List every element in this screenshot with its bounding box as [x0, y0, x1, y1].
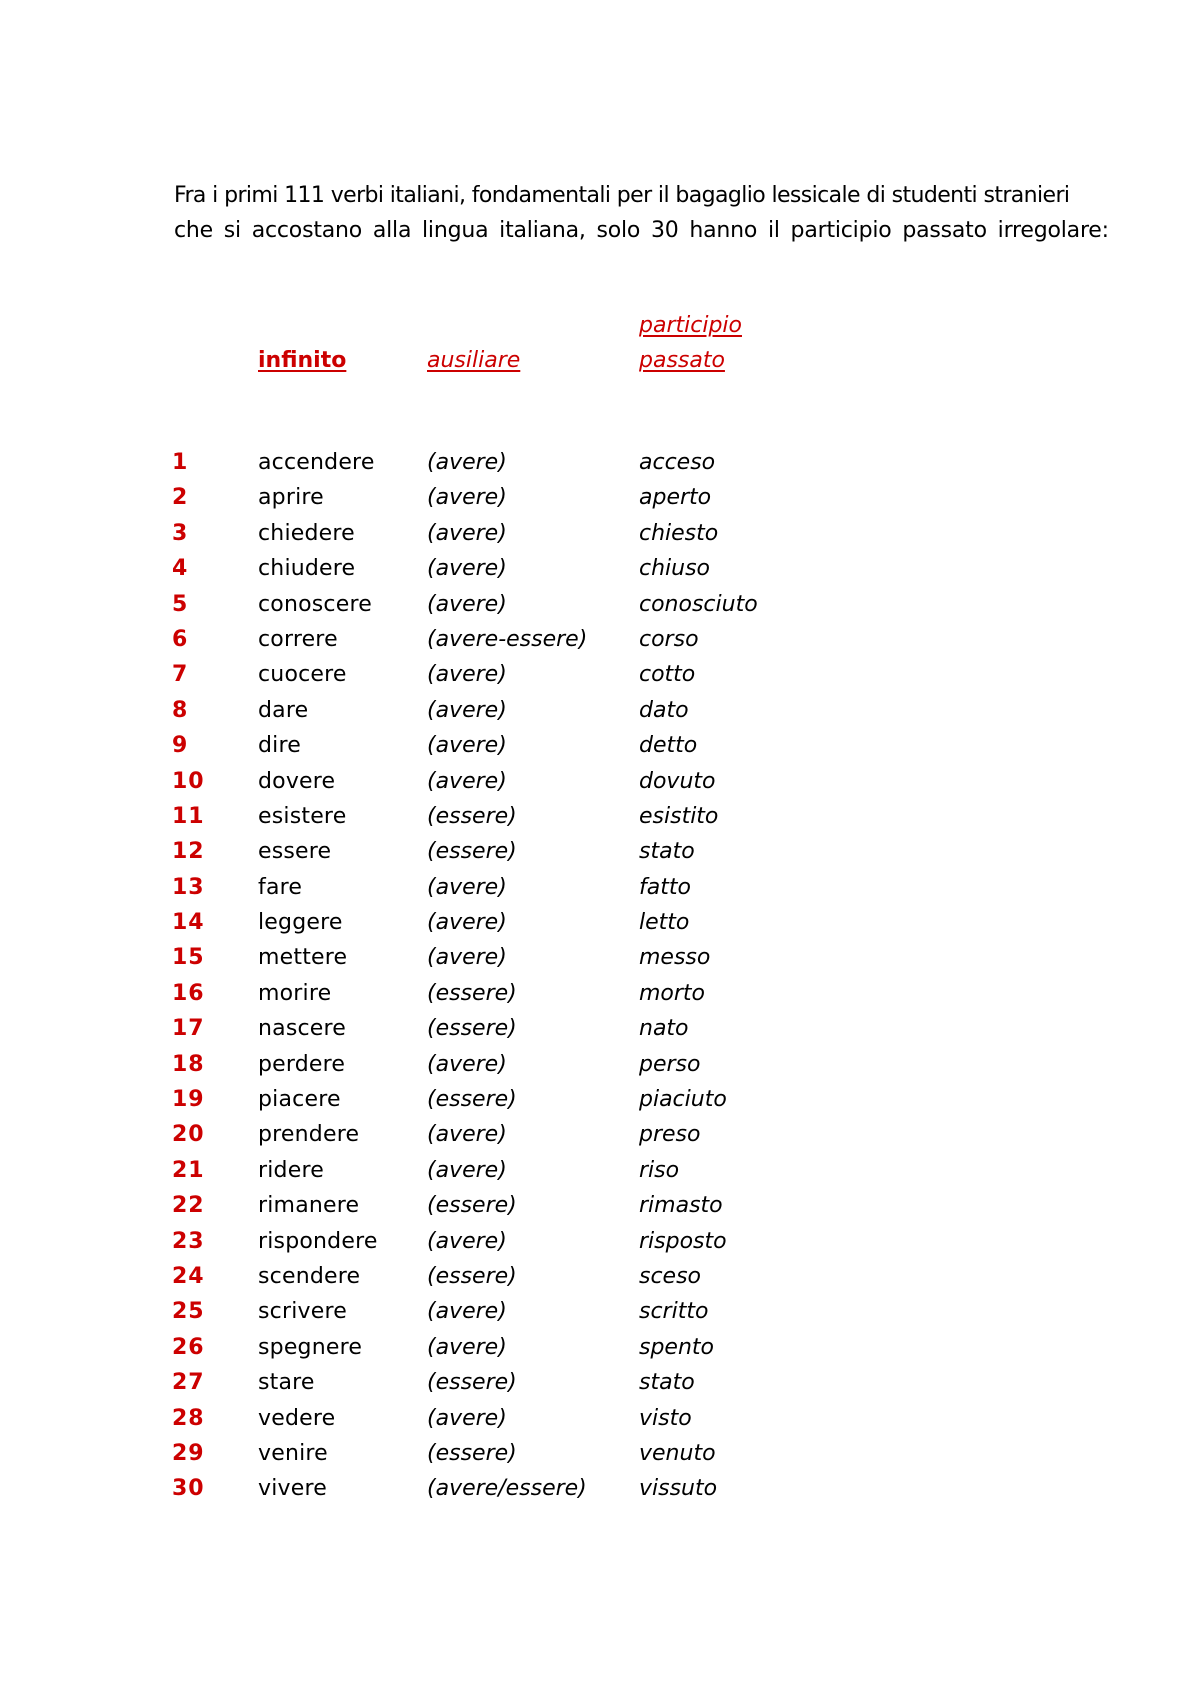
auxiliary-cell: (avere) [427, 945, 507, 971]
intro-line-1: Fra i primi 111 verbi italiani, fondamentali per il bagaglio lessicale di studenti stranieri [174, 183, 1070, 208]
auxiliary-cell: (avere) [427, 450, 507, 475]
row-number: 3 [172, 520, 189, 546]
row-number: 7 [172, 662, 189, 688]
header-ausiliare: ausiliare [427, 348, 521, 373]
row-number: 25 [172, 1299, 205, 1325]
past-participle-cell: preso [639, 1122, 701, 1148]
infinitive-cell: ridere [258, 1157, 324, 1183]
past-participle-cell: perso [639, 1051, 701, 1077]
table-row [0, 480, 1200, 515]
auxiliary-cell: (essere) [427, 839, 517, 865]
table-row [0, 1188, 1200, 1223]
infinitive-cell: fare [258, 874, 303, 900]
past-participle-cell: rimasto [639, 1193, 723, 1219]
past-participle-cell: piaciuto [639, 1087, 727, 1113]
row-number: 11 [172, 803, 205, 829]
past-participle-cell: chiuso [639, 556, 711, 582]
past-participle-cell: morto [639, 980, 706, 1006]
row-number: 12 [172, 839, 205, 865]
auxiliary-cell: (avere) [427, 1299, 507, 1325]
intro-paragraph [174, 178, 1134, 248]
auxiliary-cell: (avere) [427, 697, 507, 723]
table-row [0, 1330, 1200, 1365]
infinitive-cell: dare [258, 697, 309, 723]
auxiliary-cell: (avere) [427, 910, 507, 936]
auxiliary-cell: (avere) [427, 1228, 507, 1254]
auxiliary-cell: (avere) [427, 662, 507, 688]
infinitive-cell: stare [258, 1370, 315, 1396]
infinitive-cell: essere [258, 839, 332, 865]
past-participle-cell: stato [639, 1370, 695, 1396]
past-participle-cell: riso [639, 1157, 680, 1183]
table-row [0, 1153, 1200, 1188]
row-number: 4 [172, 556, 189, 582]
infinitive-cell: morire [258, 980, 332, 1006]
row-number: 1 [172, 450, 189, 475]
auxiliary-cell: (avere) [427, 1405, 507, 1431]
infinitive-cell: scendere [258, 1263, 361, 1289]
infinitive-cell: scrivere [258, 1299, 347, 1325]
table-row [0, 1294, 1200, 1329]
table-row [0, 976, 1200, 1011]
row-number: 19 [172, 1087, 205, 1113]
table-row [0, 1117, 1200, 1152]
past-participle-cell: dato [639, 697, 689, 723]
infinitive-cell: cuocere [258, 662, 347, 688]
header-infinito: infinito [258, 348, 347, 373]
infinitive-cell: accendere [258, 450, 375, 475]
row-number: 27 [172, 1370, 205, 1396]
row-number: 2 [172, 485, 189, 511]
past-participle-cell: detto [639, 733, 698, 759]
auxiliary-cell: (essere) [427, 1440, 517, 1466]
auxiliary-cell: (essere) [427, 1370, 517, 1396]
row-number: 28 [172, 1405, 205, 1431]
auxiliary-cell: (essere) [427, 1016, 517, 1042]
infinitive-cell: mettere [258, 945, 348, 971]
auxiliary-cell: (avere) [427, 485, 507, 511]
auxiliary-cell: (avere) [427, 1051, 507, 1077]
row-number: 18 [172, 1051, 205, 1077]
row-number: 30 [172, 1476, 205, 1502]
row-number: 17 [172, 1016, 205, 1042]
infinitive-cell: chiudere [258, 556, 356, 582]
infinitive-cell: nascere [258, 1016, 347, 1042]
row-number: 5 [172, 591, 189, 617]
auxiliary-cell: (avere/essere) [427, 1476, 587, 1502]
auxiliary-cell: (avere) [427, 556, 507, 582]
past-participle-cell: risposto [639, 1228, 727, 1254]
table-row [0, 1224, 1200, 1259]
infinitive-cell: venire [258, 1440, 328, 1466]
row-number: 6 [172, 626, 189, 652]
table-row [0, 693, 1200, 728]
infinitive-cell: rimanere [258, 1193, 360, 1219]
table-row [0, 834, 1200, 869]
table-row [0, 551, 1200, 586]
infinitive-cell: piacere [258, 1087, 341, 1113]
past-participle-cell: letto [639, 910, 690, 936]
past-participle-cell: corso [639, 626, 699, 652]
table-row [0, 799, 1200, 834]
infinitive-cell: prendere [258, 1122, 360, 1148]
auxiliary-cell: (avere) [427, 733, 507, 759]
auxiliary-cell: (essere) [427, 980, 517, 1006]
past-participle-cell: nato [639, 1016, 689, 1042]
auxiliary-cell: (essere) [427, 803, 517, 829]
auxiliary-cell: (avere) [427, 520, 507, 546]
auxiliary-cell: (essere) [427, 1087, 517, 1113]
row-number: 15 [172, 945, 205, 971]
auxiliary-cell: (avere) [427, 874, 507, 900]
auxiliary-cell: (avere) [427, 1157, 507, 1183]
auxiliary-cell: (avere) [427, 1122, 507, 1148]
table-row [0, 587, 1200, 622]
auxiliary-cell: (avere) [427, 591, 507, 617]
infinitive-cell: conoscere [258, 591, 372, 617]
past-participle-cell: spento [639, 1334, 714, 1360]
table-row [0, 940, 1200, 975]
row-number: 26 [172, 1334, 205, 1360]
past-participle-cell: visto [639, 1405, 692, 1431]
infinitive-cell: spegnere [258, 1334, 363, 1360]
row-number: 16 [172, 980, 205, 1006]
infinitive-cell: rispondere [258, 1228, 378, 1254]
infinitive-cell: vedere [258, 1405, 336, 1431]
infinitive-cell: dovere [258, 768, 336, 794]
intro-line-2: che si accostano alla lingua italiana, solo 30 hanno il participio passato irregolare: [174, 218, 1109, 243]
infinitive-cell: leggere [258, 910, 343, 936]
infinitive-cell: correre [258, 626, 338, 652]
table-row [0, 516, 1200, 551]
infinitive-cell: chiedere [258, 520, 355, 546]
row-number: 29 [172, 1440, 205, 1466]
table-row [0, 1259, 1200, 1294]
infinitive-cell: perdere [258, 1051, 346, 1077]
infinitive-cell: aprire [258, 485, 324, 511]
past-participle-cell: scritto [639, 1299, 709, 1325]
past-participle-cell: messo [639, 945, 711, 971]
row-number: 21 [172, 1157, 205, 1183]
past-participle-cell: chiesto [639, 520, 719, 546]
row-number: 14 [172, 910, 205, 936]
header-participio: participio [639, 313, 742, 338]
table-row [0, 445, 1200, 480]
past-participle-cell: vissuto [639, 1476, 718, 1502]
table-row [0, 657, 1200, 692]
infinitive-cell: esistere [258, 803, 347, 829]
table-row [0, 1401, 1200, 1436]
row-number: 13 [172, 874, 205, 900]
table-row [0, 905, 1200, 940]
row-number: 23 [172, 1228, 205, 1254]
past-participle-cell: acceso [639, 450, 716, 475]
table-row [0, 1436, 1200, 1471]
past-participle-cell: stato [639, 839, 695, 865]
header-passato: passato [639, 348, 725, 373]
table-row [0, 870, 1200, 905]
auxiliary-cell: (avere) [427, 1334, 507, 1360]
table-row [0, 622, 1200, 657]
table-row [0, 764, 1200, 799]
table-row [0, 1011, 1200, 1046]
table-row [0, 728, 1200, 763]
past-participle-cell: cotto [639, 662, 696, 688]
past-participle-cell: fatto [639, 874, 691, 900]
past-participle-cell: venuto [639, 1440, 716, 1466]
row-number: 9 [172, 733, 189, 759]
past-participle-cell: aperto [639, 485, 712, 511]
auxiliary-cell: (avere-essere) [427, 626, 588, 652]
auxiliary-cell: (essere) [427, 1193, 517, 1219]
row-number: 20 [172, 1122, 205, 1148]
row-number: 8 [172, 697, 189, 723]
auxiliary-cell: (avere) [427, 768, 507, 794]
past-participle-cell: conosciuto [639, 591, 758, 617]
past-participle-cell: dovuto [639, 768, 716, 794]
table-row [0, 1047, 1200, 1082]
row-number: 10 [172, 768, 205, 794]
row-number: 24 [172, 1263, 205, 1289]
infinitive-cell: vivere [258, 1476, 327, 1502]
past-participle-cell: sceso [639, 1263, 702, 1289]
verb-table [0, 445, 1200, 1507]
infinitive-cell: dire [258, 733, 301, 759]
table-row [0, 1082, 1200, 1117]
row-number: 22 [172, 1193, 205, 1219]
past-participle-cell: esistito [639, 803, 719, 829]
auxiliary-cell: (essere) [427, 1263, 517, 1289]
table-row [0, 1471, 1200, 1506]
table-row [0, 1365, 1200, 1400]
